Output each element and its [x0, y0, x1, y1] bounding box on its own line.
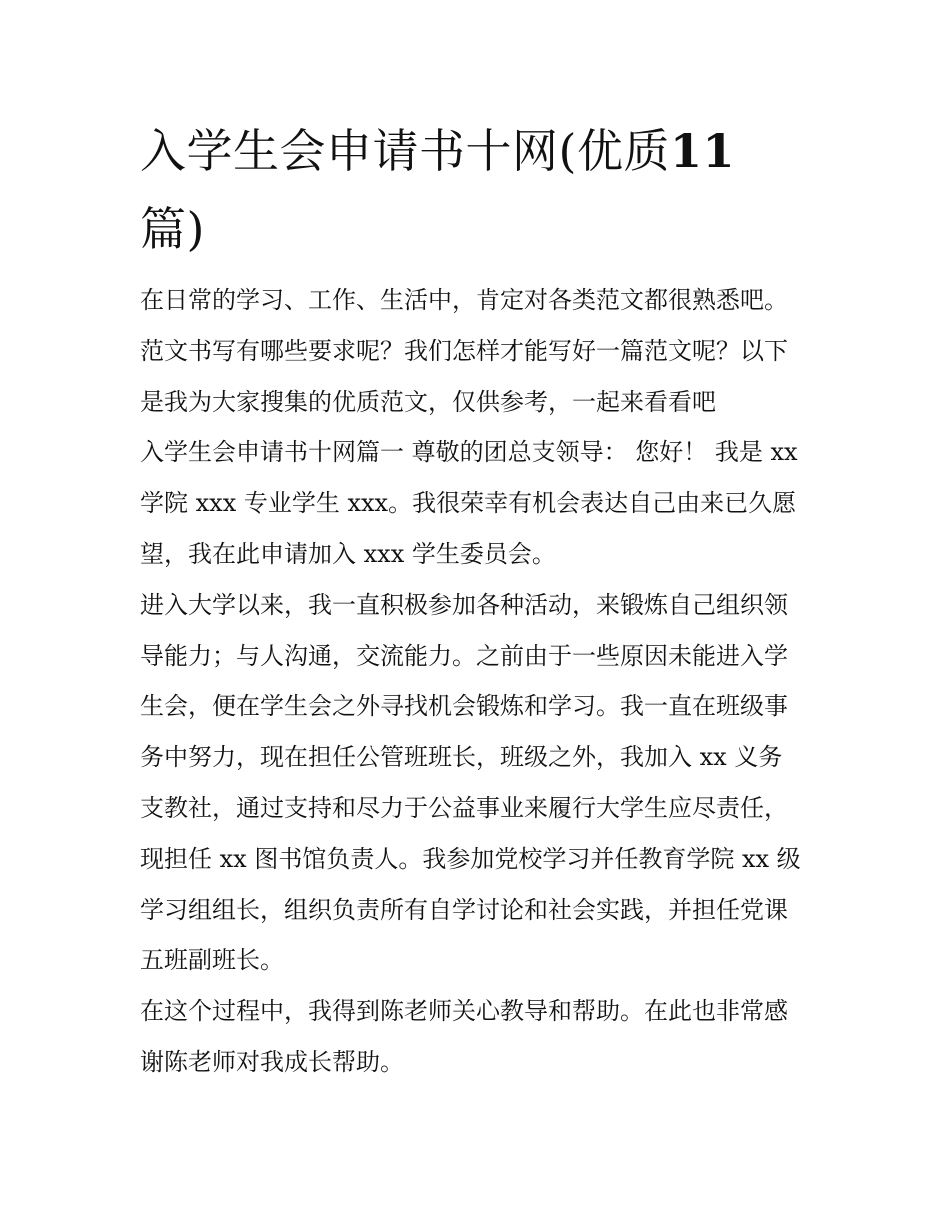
text-line: 五班副班长。 [140, 946, 284, 975]
text-line: 生会，便在学生会之外寻找机会锻炼和学习。我一直在班级事 [140, 692, 788, 721]
paragraph-experience [140, 580, 820, 986]
text-line: 谢陈老师对我成长帮助。 [140, 1047, 404, 1076]
text-line: 入学生会申请书十网篇一 尊敬的团总支领导： 您好！ 我是 xx [140, 438, 798, 467]
text-line: 支教社，通过支持和尽力于公益事业来履行大学生应尽责任， [140, 793, 788, 822]
text-line: 务中努力，现在担任公管班班长，班级之外，我加入 xx 义务 [140, 743, 783, 772]
document-body [140, 275, 820, 1088]
paragraph-salutation [140, 427, 820, 579]
text-line: 学院 xxx 专业学生 xxx。我很荣幸有机会表达自己由来已久愿 [140, 489, 797, 518]
text-line: 现担任 xx 图书馆负责人。我参加党校学习并任教育学院 xx 级 [140, 844, 801, 873]
text-line: 在这个过程中，我得到陈老师关心教导和帮助。在此也非常感 [140, 997, 788, 1026]
text-line: 在日常的学习、工作、生活中，肯定对各类范文都很熟悉吧。 [140, 286, 788, 314]
paragraph-thanks [140, 986, 820, 1088]
title-text-part2: 篇) [140, 202, 205, 256]
document-title [140, 112, 820, 268]
text-line: 范文书写有哪些要求呢？我们怎样才能写好一篇范文呢？以下 [140, 336, 788, 365]
title-text-part1: 入学生会申请书十网(优质 [140, 124, 670, 178]
paragraph-intro [140, 275, 820, 427]
title-number: 11 [669, 124, 735, 178]
text-line: 望，我在此申请加入 xxx 学生委员会。 [140, 539, 556, 568]
text-line: 进入大学以来，我一直积极参加各种活动，来锻炼自己组织领 [140, 590, 788, 619]
text-line: 学习组组长，组织负责所有自学讨论和社会实践，并担任党课 [140, 895, 788, 924]
text-line: 导能力；与人沟通，交流能力。之前由于一些原因未能进入学 [140, 641, 788, 670]
text-line: 是我为大家搜集的优质范文，仅供参考，一起来看看吧 [140, 387, 716, 416]
